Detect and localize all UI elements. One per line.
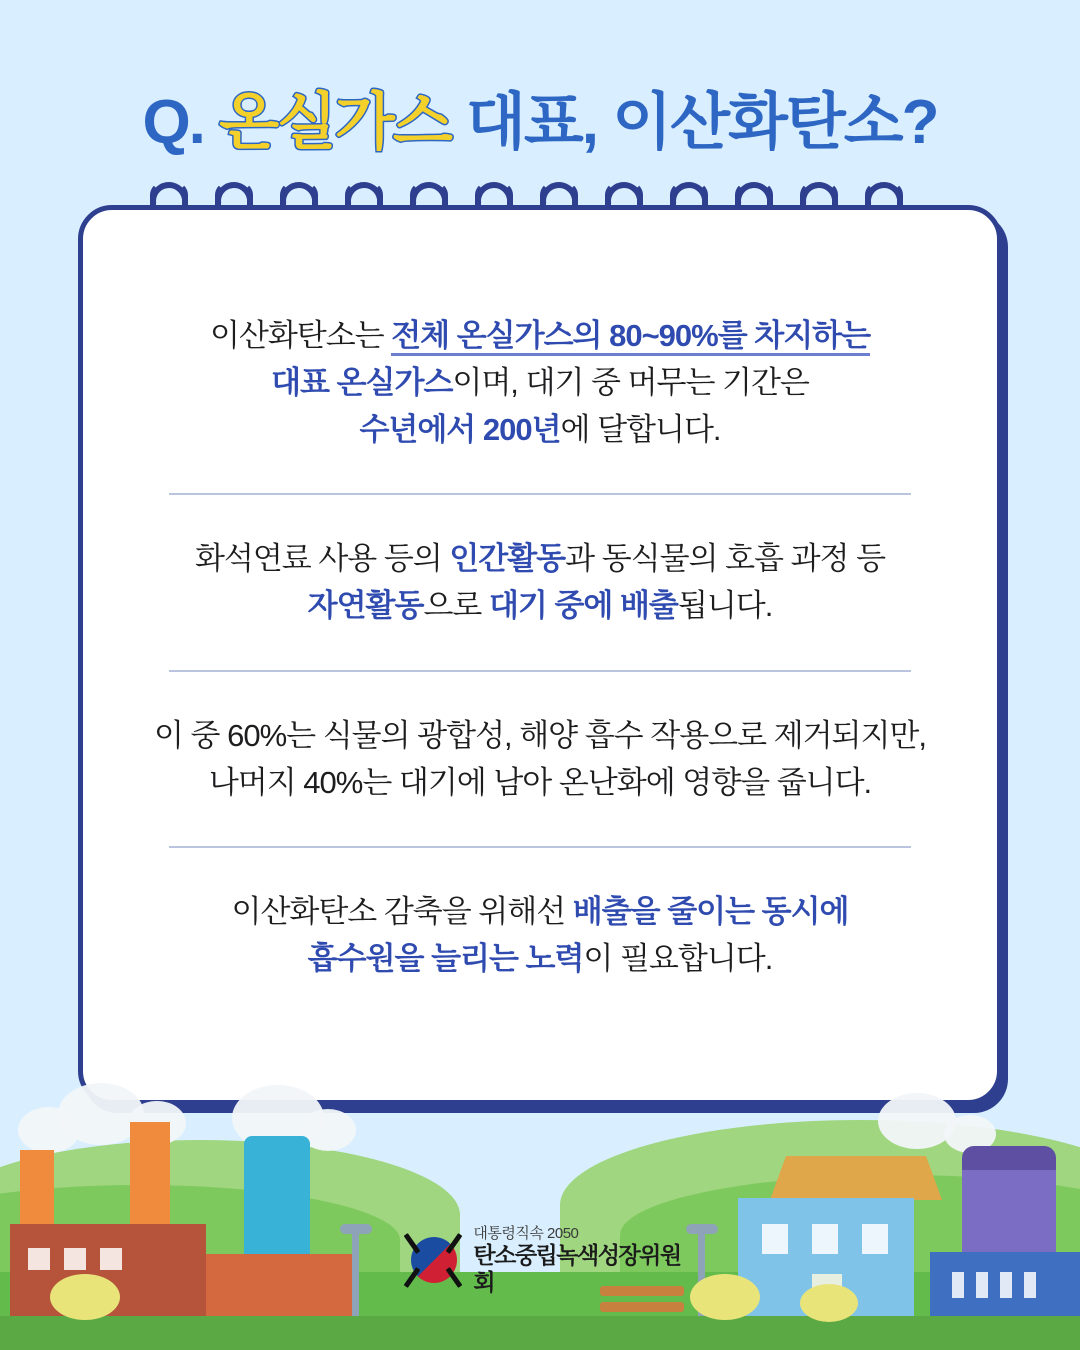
emphasis-text: 인간활동: [449, 541, 566, 577]
street-lamp: [352, 1230, 359, 1316]
house-window: [762, 1224, 788, 1254]
body-text: 이산화탄소는: [209, 318, 392, 353]
body-text: 화석연료 사용 등의: [194, 541, 450, 577]
note-card: [78, 205, 1002, 1105]
block-4-line-1: [143, 888, 937, 935]
park-bench: [600, 1302, 684, 1312]
house-window: [862, 1224, 888, 1254]
body-text: 에 달합니다.: [560, 412, 721, 448]
body-text: 이며, 대기 중 머무는 기간은: [452, 365, 809, 401]
emphasis-text: 배출을 줄이는 동시에: [572, 893, 849, 929]
section-divider: [169, 846, 911, 848]
block-3: [143, 706, 937, 812]
emphasis-text: 대기 중에 배출: [488, 588, 678, 624]
emphasis-text: 대표 온실가스: [271, 365, 453, 401]
emphasis-text: 전체 온실가스의 80~90%를 차지하는: [391, 318, 870, 356]
body-text: 이 중 60%는 식물의 광합성, 해양 흡수 작용으로 제거되지만,: [154, 717, 926, 753]
shrub: [50, 1274, 120, 1320]
title-q-mark: Q.: [142, 88, 204, 157]
page-title: [0, 72, 1080, 161]
house-roof: [770, 1156, 942, 1200]
block-2: [143, 529, 937, 635]
factory-window: [100, 1248, 122, 1270]
block-1: [143, 306, 937, 459]
shrub: [800, 1284, 858, 1322]
body-text: 으로: [423, 588, 489, 624]
landscape-illustration: [0, 1075, 1080, 1350]
taegeuk-icon: [405, 1231, 461, 1289]
emphasis-text: 수년에서 200년: [359, 412, 561, 448]
factory-building: [206, 1254, 356, 1316]
factory-window: [64, 1248, 86, 1270]
cooling-tower: [244, 1136, 310, 1272]
title-rest: 대표, 이산화탄소?: [465, 88, 938, 157]
block-4: [143, 882, 937, 988]
street-lamp-head: [340, 1224, 372, 1234]
emphasis-text: 자연활동: [307, 588, 424, 624]
shrub: [690, 1274, 760, 1320]
body-text: 됩니다.: [677, 588, 773, 624]
plant-window: [976, 1272, 988, 1298]
block-3-line-1: [143, 712, 937, 759]
plant-window: [1000, 1272, 1012, 1298]
note-card-content: [83, 210, 997, 1100]
block-1-line-1: [143, 312, 937, 359]
title-highlight: 온실가스: [219, 88, 451, 157]
block-1-line-3: [143, 406, 937, 453]
house-window: [812, 1224, 838, 1254]
body-text: 이산화탄소 감축을 위해선: [231, 893, 573, 929]
emphasis-text: 흡수원을 늘리는 노력: [307, 940, 584, 976]
section-divider: [169, 493, 911, 495]
block-2-line-1: [143, 535, 937, 582]
plant-window: [952, 1272, 964, 1298]
smoke-puff: [878, 1093, 956, 1149]
block-1-line-2: [143, 359, 937, 406]
logo-line-2: 탄소중립녹색성장위원회: [473, 1242, 681, 1295]
road: [0, 1316, 1080, 1350]
section-divider: [169, 670, 911, 672]
body-text: 이 필요합니다.: [583, 940, 773, 976]
block-2-line-2: [143, 582, 937, 629]
body-text: 과 동식물의 호흡 과정 등: [565, 541, 886, 577]
body-text: 나머지 40%는 대기에 남아 온난화에 영향을 줍니다.: [208, 764, 872, 800]
block-3-line-2: [143, 759, 937, 806]
storage-tank: [962, 1170, 1056, 1254]
factory-window: [28, 1248, 50, 1270]
tank-top: [962, 1146, 1056, 1172]
organization-logo: [405, 1225, 695, 1295]
block-4-line-2: [143, 935, 937, 982]
logo-line-1: 대통령직속 2050: [473, 1224, 579, 1242]
plant-window: [1024, 1272, 1036, 1298]
